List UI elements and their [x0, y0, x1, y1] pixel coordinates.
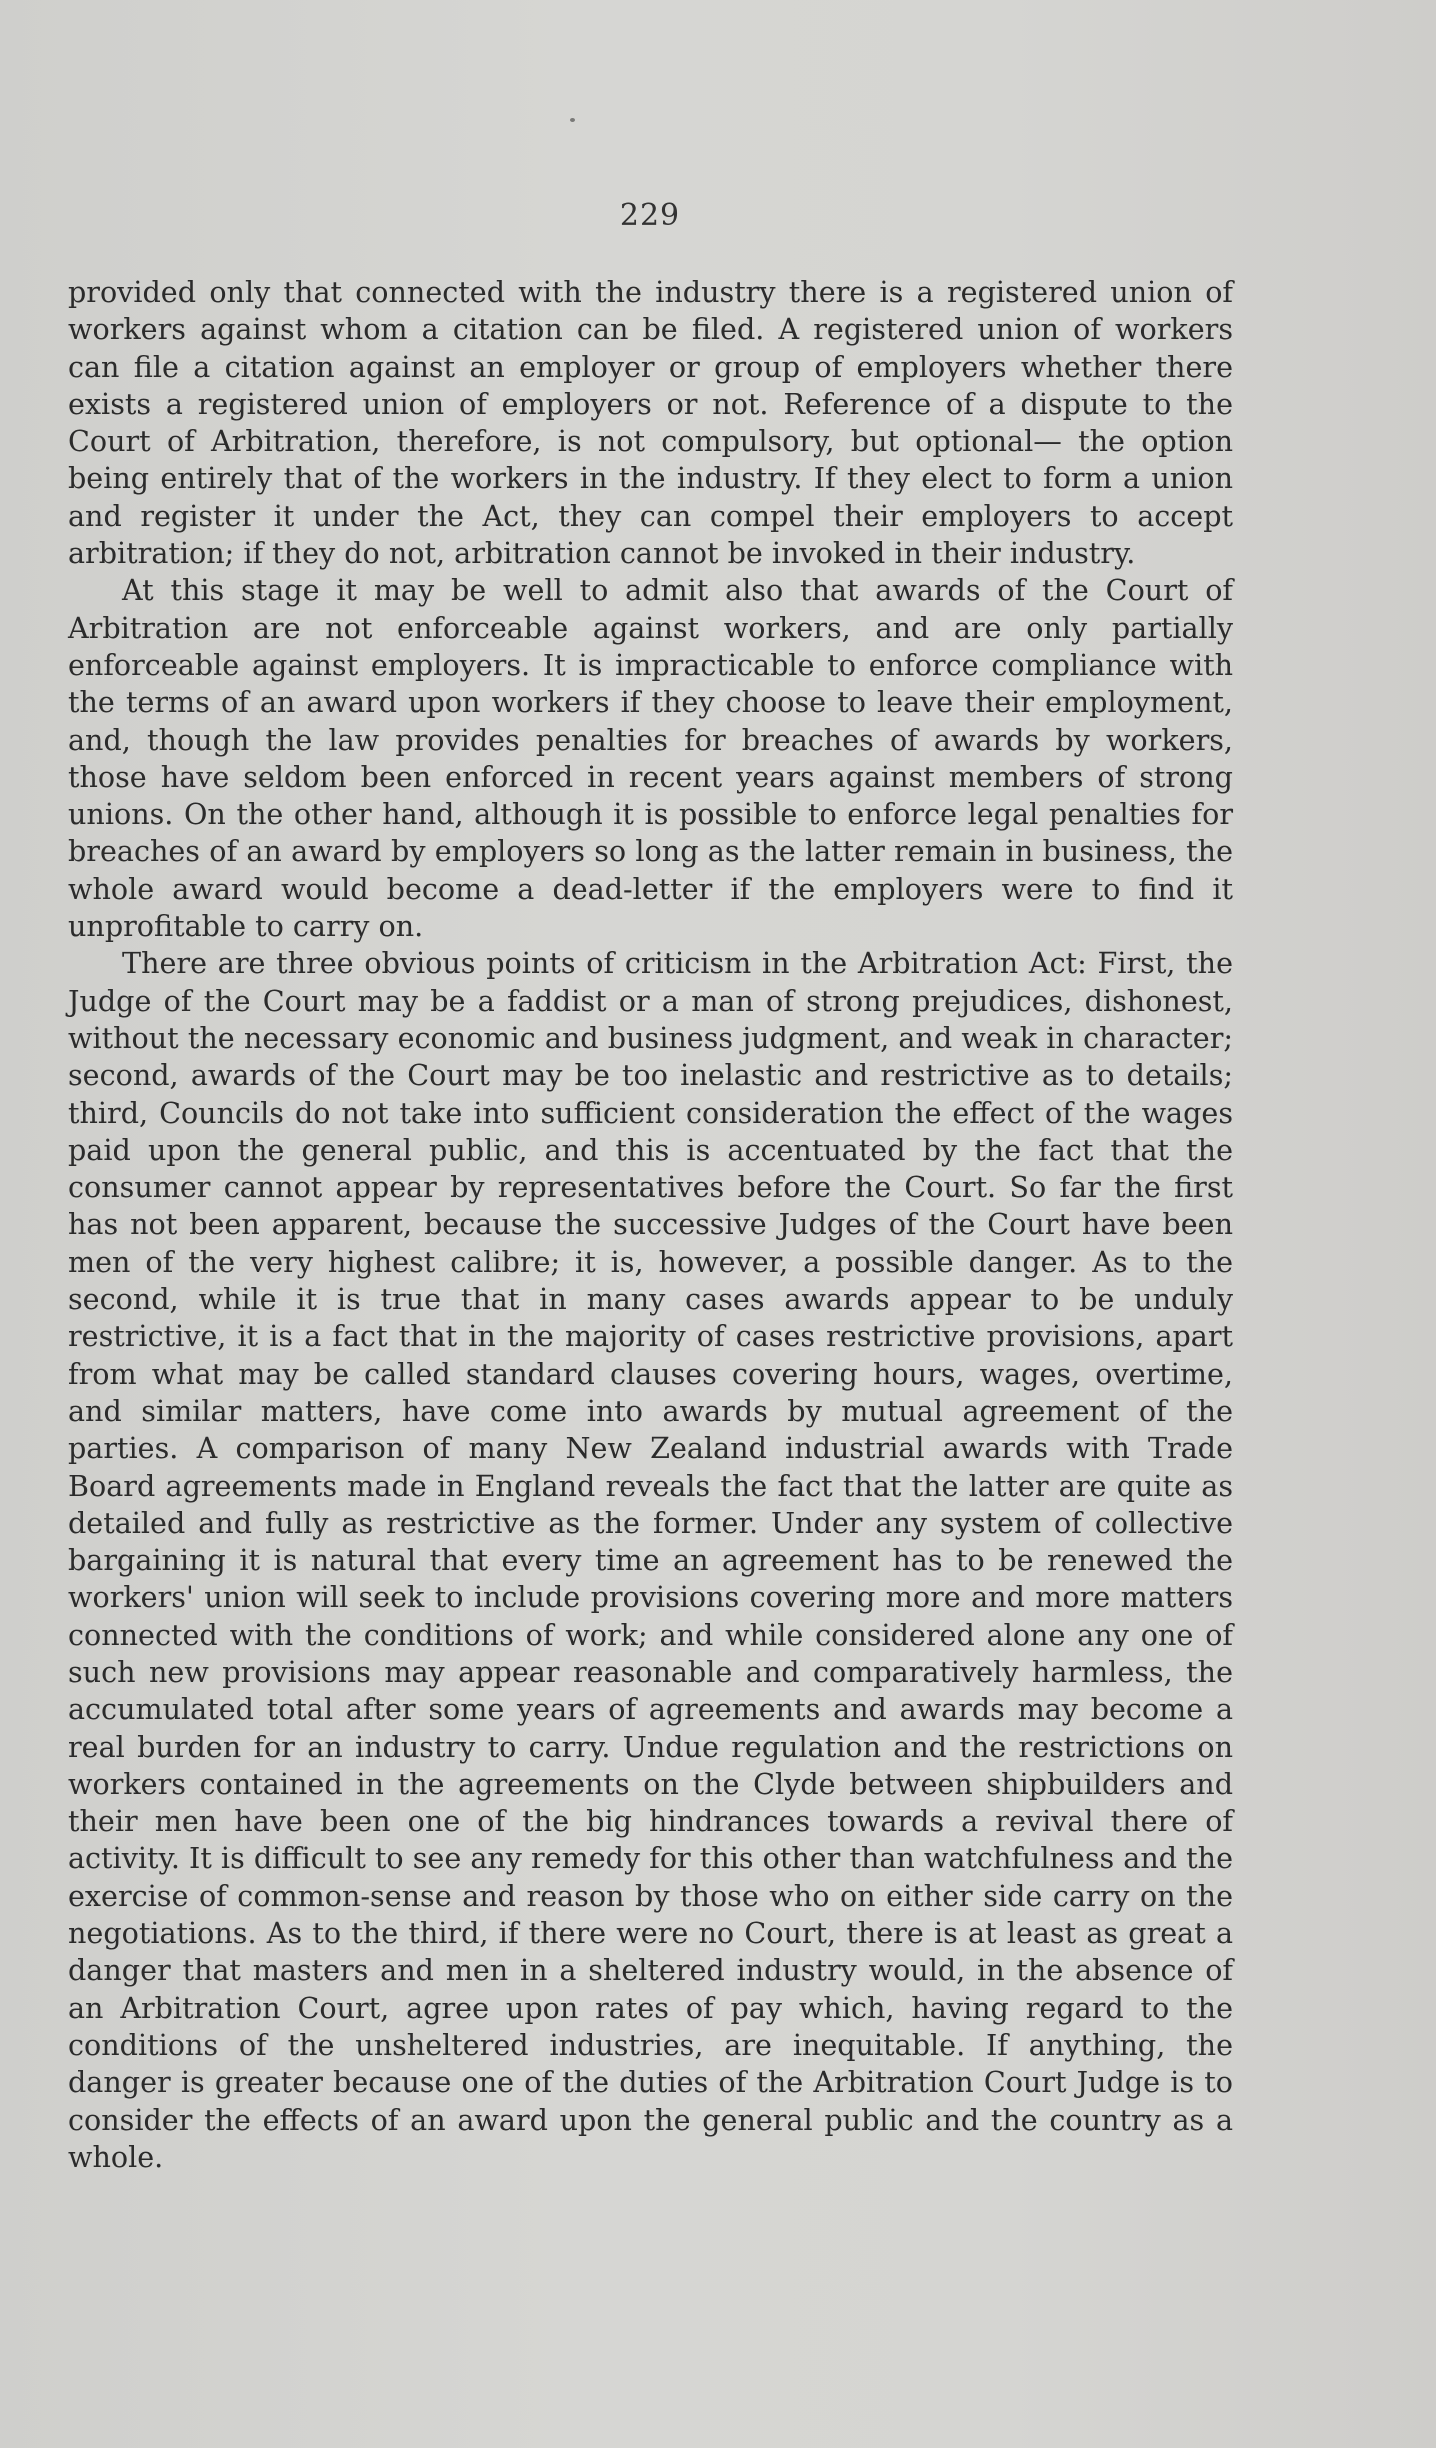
- body-text: [68, 274, 1233, 2176]
- page-number: 229: [619, 198, 681, 233]
- paper-speck: [570, 118, 575, 122]
- paragraph-2: At this stage it may be well to admit also that awards of the Court of Arbitration are not enforceable against workers, and are only partially enforceable against employers. It is impracticable to enforce compliance with the terms of an award upon workers if they choose to leave their employment, and, though the law provides penalties for breaches of awards by workers, those have seldom been enforced in recent years against members of strong unions. On the other hand, although it is possible to enforce legal penalties for breaches of an award by employers so long as the latter remain in business, the whole award would become a dead-letter if the employers were to find it unprofitable to carry on.: [68, 573, 1233, 944]
- paragraph-3: There are three obvious points of criticism in the Arbitration Act: First, the Judge of the Court may be a faddist or a man of strong prejudices, dishonest, without the necessary economic and business judgment, and weak in character; second, awards of the Court may be too inelastic and restrictive as to details; third, Councils do not take into sufficient consideration the effect of the wages paid upon the general public, and this is accentuated by the fact that the consumer cannot appear by representatives before the Court. So far the first has not been apparent, because the successive Judges of the Court have been men of the very highest calibre; it is, however, a possible danger. As to the second, while it is true that in many cases awards appear to be unduly restrictive, it is a fact that in the majority of cases restrictive provisions, apart from what may be called standard clauses covering hours, wages, overtime, and similar matters, have come into awards by mutual agreement of the parties. A comparison of many New Zealand industrial awards with Trade Board agreements made in England reveals the fact that the latter are quite as detailed and fully as restrictive as the former. Under any system of collective bargaining it is natural that every time an agreement has to be renewed the workers' union will seek to include provisions covering more and more matters connected with the conditions of work; and while considered alone any one of such new provisions may appear reasonable and comparatively harmless, the accumulated total after some years of agreements and awards may become a real burden for an industry to carry. Undue regulation and the restrictions on workers contained in the agreements on the Clyde between shipbuilders and their men have been one of the big hindrances towards a revival there of activity. It is difficult to see any remedy for this other than watchfulness and the exercise of common-sense and reason by those who on either side carry on the negotiations. As to the third, if there were no Court, there is at least as great a danger that masters and men in a sheltered industry would, in the absence of an Arbitration Court, agree upon rates of pay which, having regard to the conditions of the unsheltered industries, are inequitable. If anything, the danger is greater because one of the duties of the Arbitration Court Judge is to consider the effects of an award upon the general public and the country as a whole.: [68, 946, 1233, 2174]
- paragraph-1: provided only that connected with the industry there is a registered union of workers against whom a citation can be filed. A registered union of workers can file a citation against an employer or group of employers whether there exists a registered union of employers or not. Reference of a dispute to the Court of Arbitration, therefore, is not compulsory, but optional— the option being entirely that of the workers in the industry. If they elect to form a union and register it under the Act, they can compel their employers to accept arbitration; if they do not, arbitration cannot be invoked in their industry.: [68, 275, 1233, 571]
